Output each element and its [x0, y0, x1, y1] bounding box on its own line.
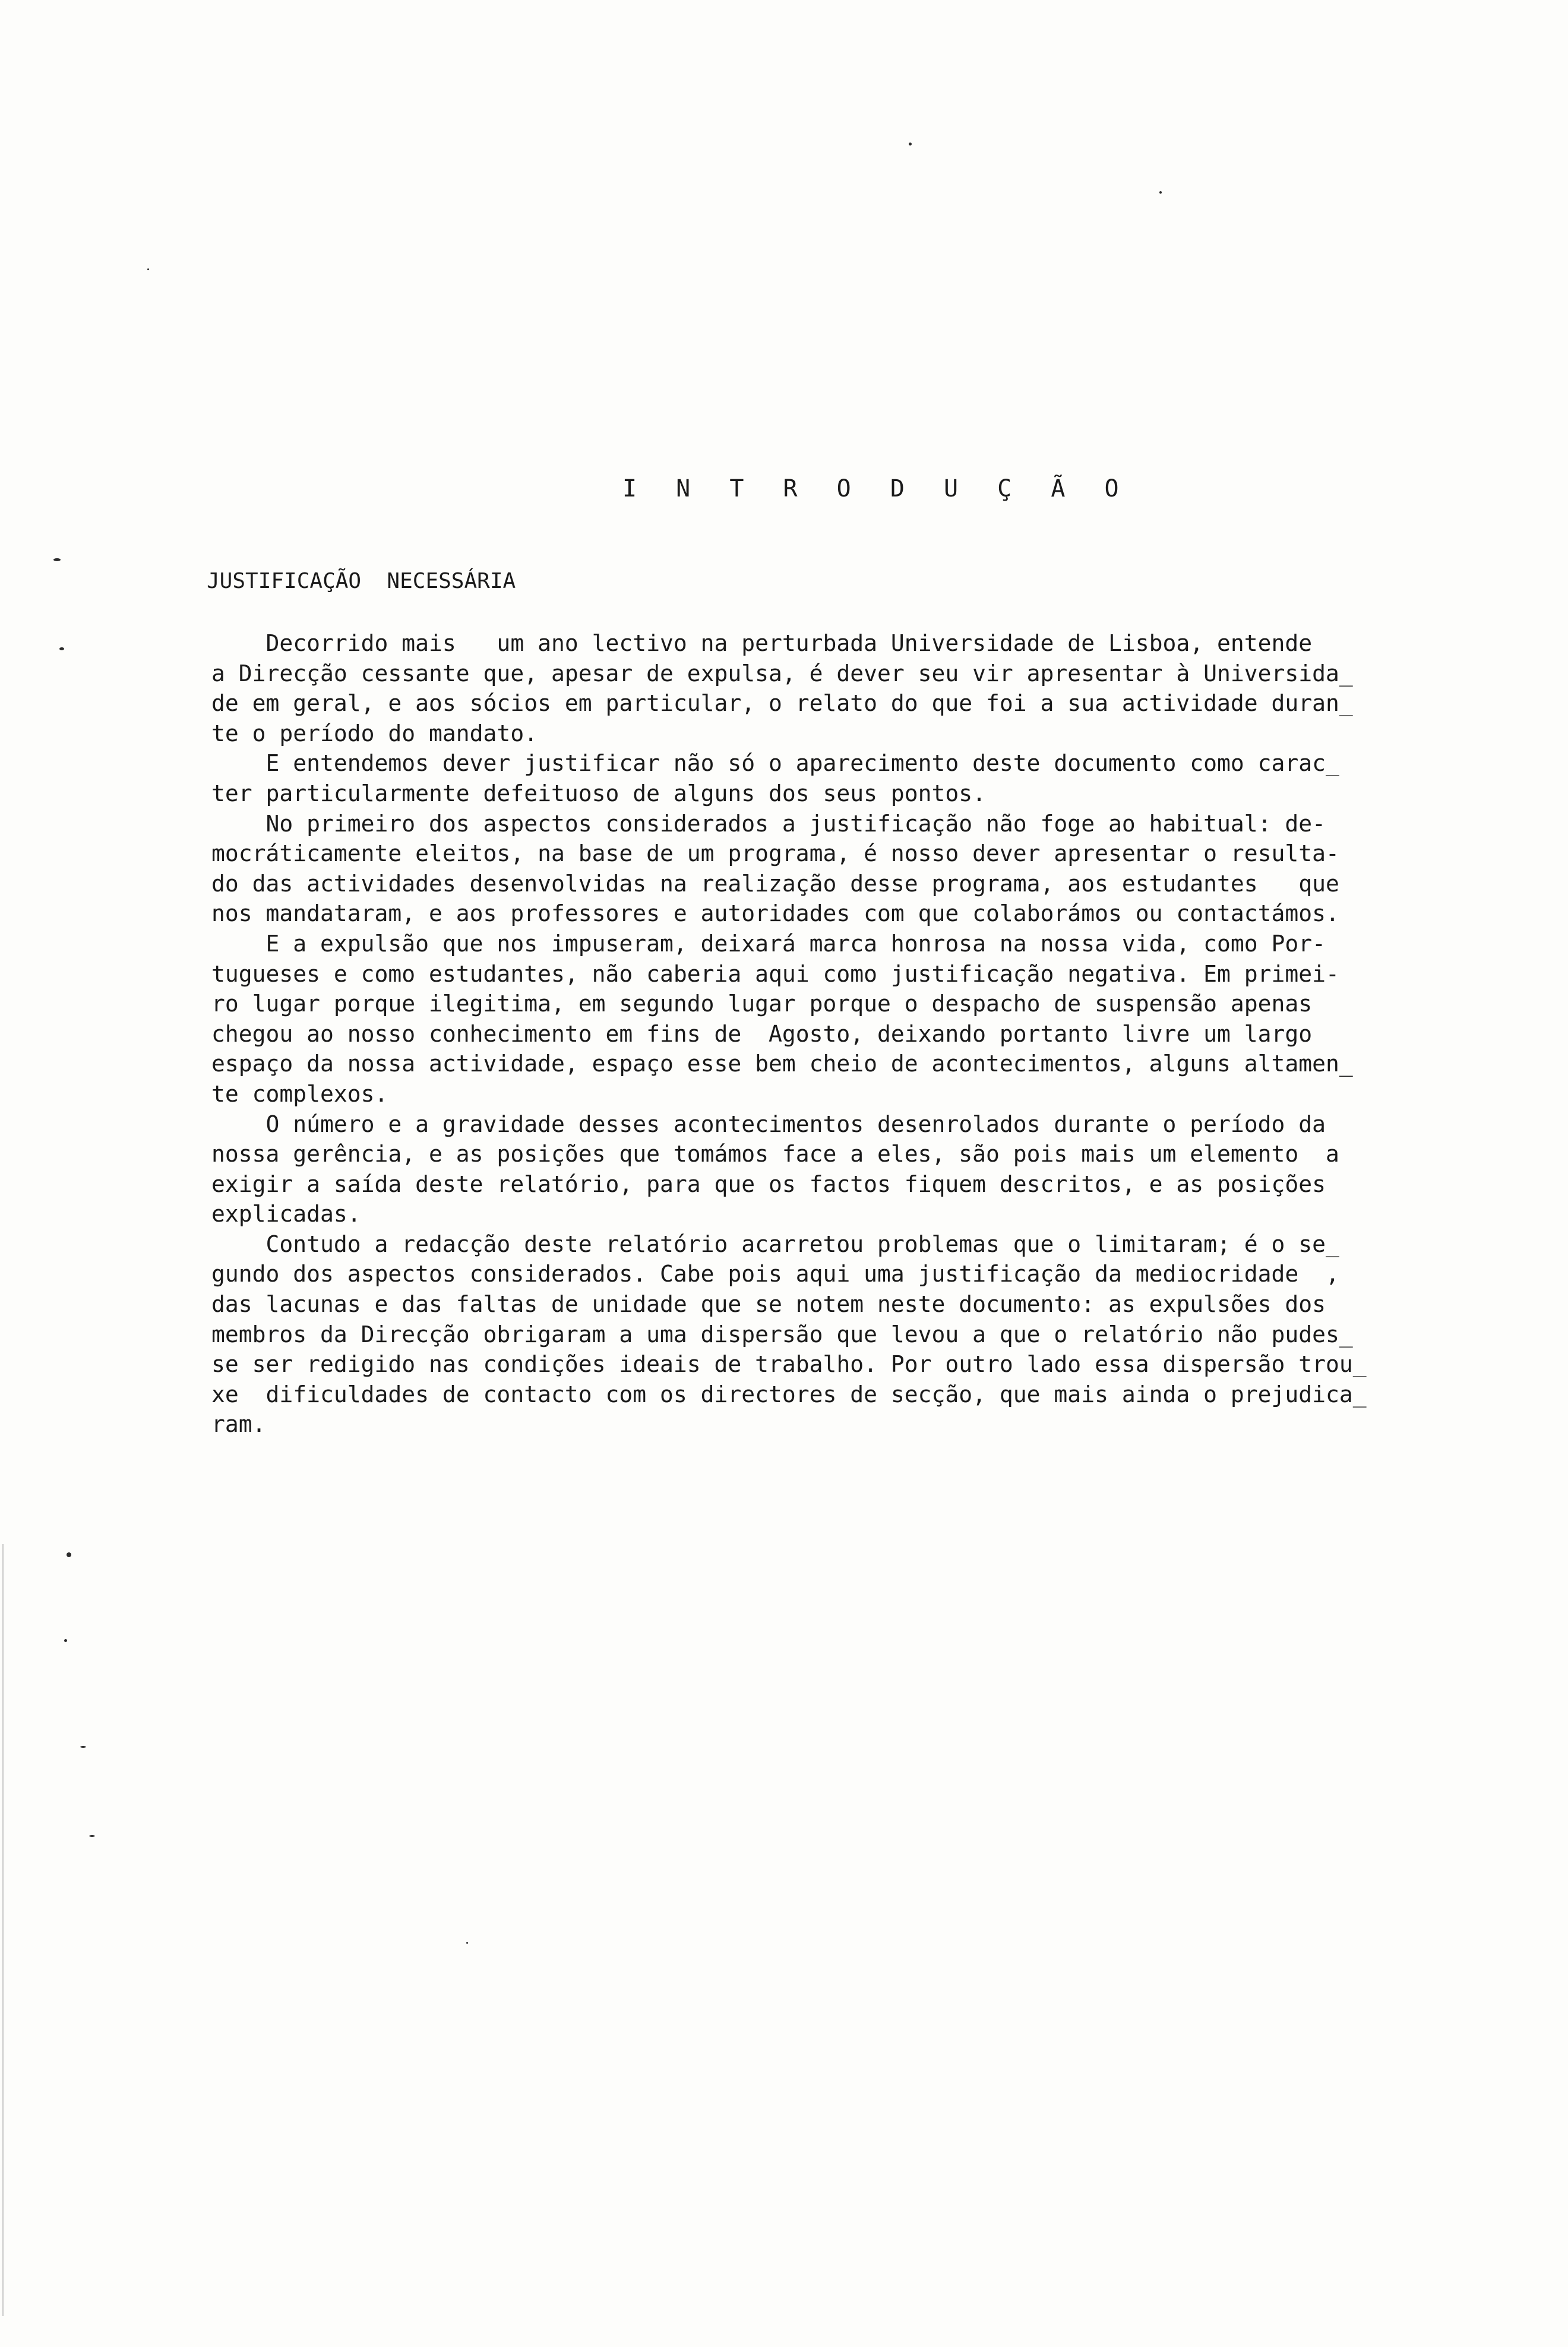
text-line: se ser redigido nas condições ideais de trabalho. Por outro lado essa dispersão trou_: [211, 1351, 1367, 1378]
text-line: No primeiro dos aspectos considerados a justificação não foge ao habitual: de-: [211, 810, 1326, 837]
scan-edge: [2, 1544, 4, 2316]
text-line: explicadas.: [211, 1201, 361, 1228]
scan-speck: [89, 1835, 95, 1837]
text-line: exigir a saída deste relatório, para que os factos fiquem descritos, e as posições: [211, 1171, 1326, 1197]
text-line: Contudo a redacção deste relatório acarretou problemas que o limitaram; é o se_: [211, 1231, 1339, 1257]
scan-speck: [1159, 191, 1162, 194]
text-line: de em geral, e aos sócios em particular, o relato do que foi a sua actividade duran_: [211, 690, 1353, 717]
document-heading: I N T R O D U Ç Ã O: [622, 475, 1131, 502]
text-line: tugueses e como estudantes, não caberia aqui como justificação negativa. Em primei-: [211, 960, 1339, 987]
text-line: nos mandataram, e aos professores e autoridades com que colaborámos ou contactámos.: [211, 900, 1339, 927]
scan-speck: [147, 268, 149, 270]
text-line: Decorrido mais um ano lectivo na perturbada Universidade de Lisboa, entende: [211, 630, 1313, 656]
text-line: ram.: [211, 1411, 266, 1438]
text-line: a Direcção cessante que, apesar de expulsa, é dever seu vir apresentar à Universida_: [211, 660, 1353, 687]
text-line: te o período do mandato.: [211, 720, 538, 747]
scan-speck: [67, 1552, 71, 1557]
text-line: do das actividades desenvolvidas na realização desse programa, aos estudantes que: [211, 870, 1339, 897]
section-subheading: JUSTIFICAÇÃO NECESSÁRIA: [207, 569, 516, 593]
text-line: mocráticamente eleitos, na base de um programa, é nosso dever apresentar o resulta-: [211, 840, 1339, 867]
body-text: [211, 628, 1471, 1440]
scan-speck: [466, 1942, 468, 1944]
scan-speck: [80, 1746, 86, 1748]
scan-speck: [64, 1639, 67, 1642]
text-line: membros da Direcção obrigaram a uma dispersão que levou a que o relatório não pudes_: [211, 1321, 1353, 1348]
scan-speck: [909, 143, 912, 145]
text-line: nossa gerência, e as posições que tomámos face a eles, são pois mais um elemento a: [211, 1141, 1339, 1168]
text-line: ro lugar porque ilegitima, em segundo lugar porque o despacho de suspensão apenas: [211, 991, 1313, 1017]
scan-speck: [53, 558, 61, 561]
text-line: espaço da nossa actividade, espaço esse bem cheio de acontecimentos, alguns altamen_: [211, 1051, 1353, 1077]
scan-speck: [59, 647, 64, 650]
text-line: chegou ao nosso conhecimento em fins de Agosto, deixando portanto livre um largo: [211, 1020, 1313, 1047]
text-line: xe dificuldades de contacto com os directores de secção, que mais ainda o prejudica_: [211, 1381, 1367, 1407]
text-line: O número e a gravidade desses acontecimentos desenrolados durante o período da: [211, 1111, 1326, 1137]
text-line: E a expulsão que nos impuseram, deixará marca honrosa na nossa vida, como Por-: [211, 930, 1326, 957]
text-line: das lacunas e das faltas de unidade que se notem neste documento: as expulsões dos: [211, 1291, 1326, 1318]
text-line: E entendemos dever justificar não só o aparecimento deste documento como carac_: [211, 750, 1339, 777]
text-line: gundo dos aspectos considerados. Cabe pois aqui uma justificação da mediocridade ,: [211, 1261, 1339, 1288]
text-line: ter particularmente defeituoso de alguns dos seus pontos.: [211, 780, 987, 806]
text-line: te complexos.: [211, 1080, 388, 1107]
